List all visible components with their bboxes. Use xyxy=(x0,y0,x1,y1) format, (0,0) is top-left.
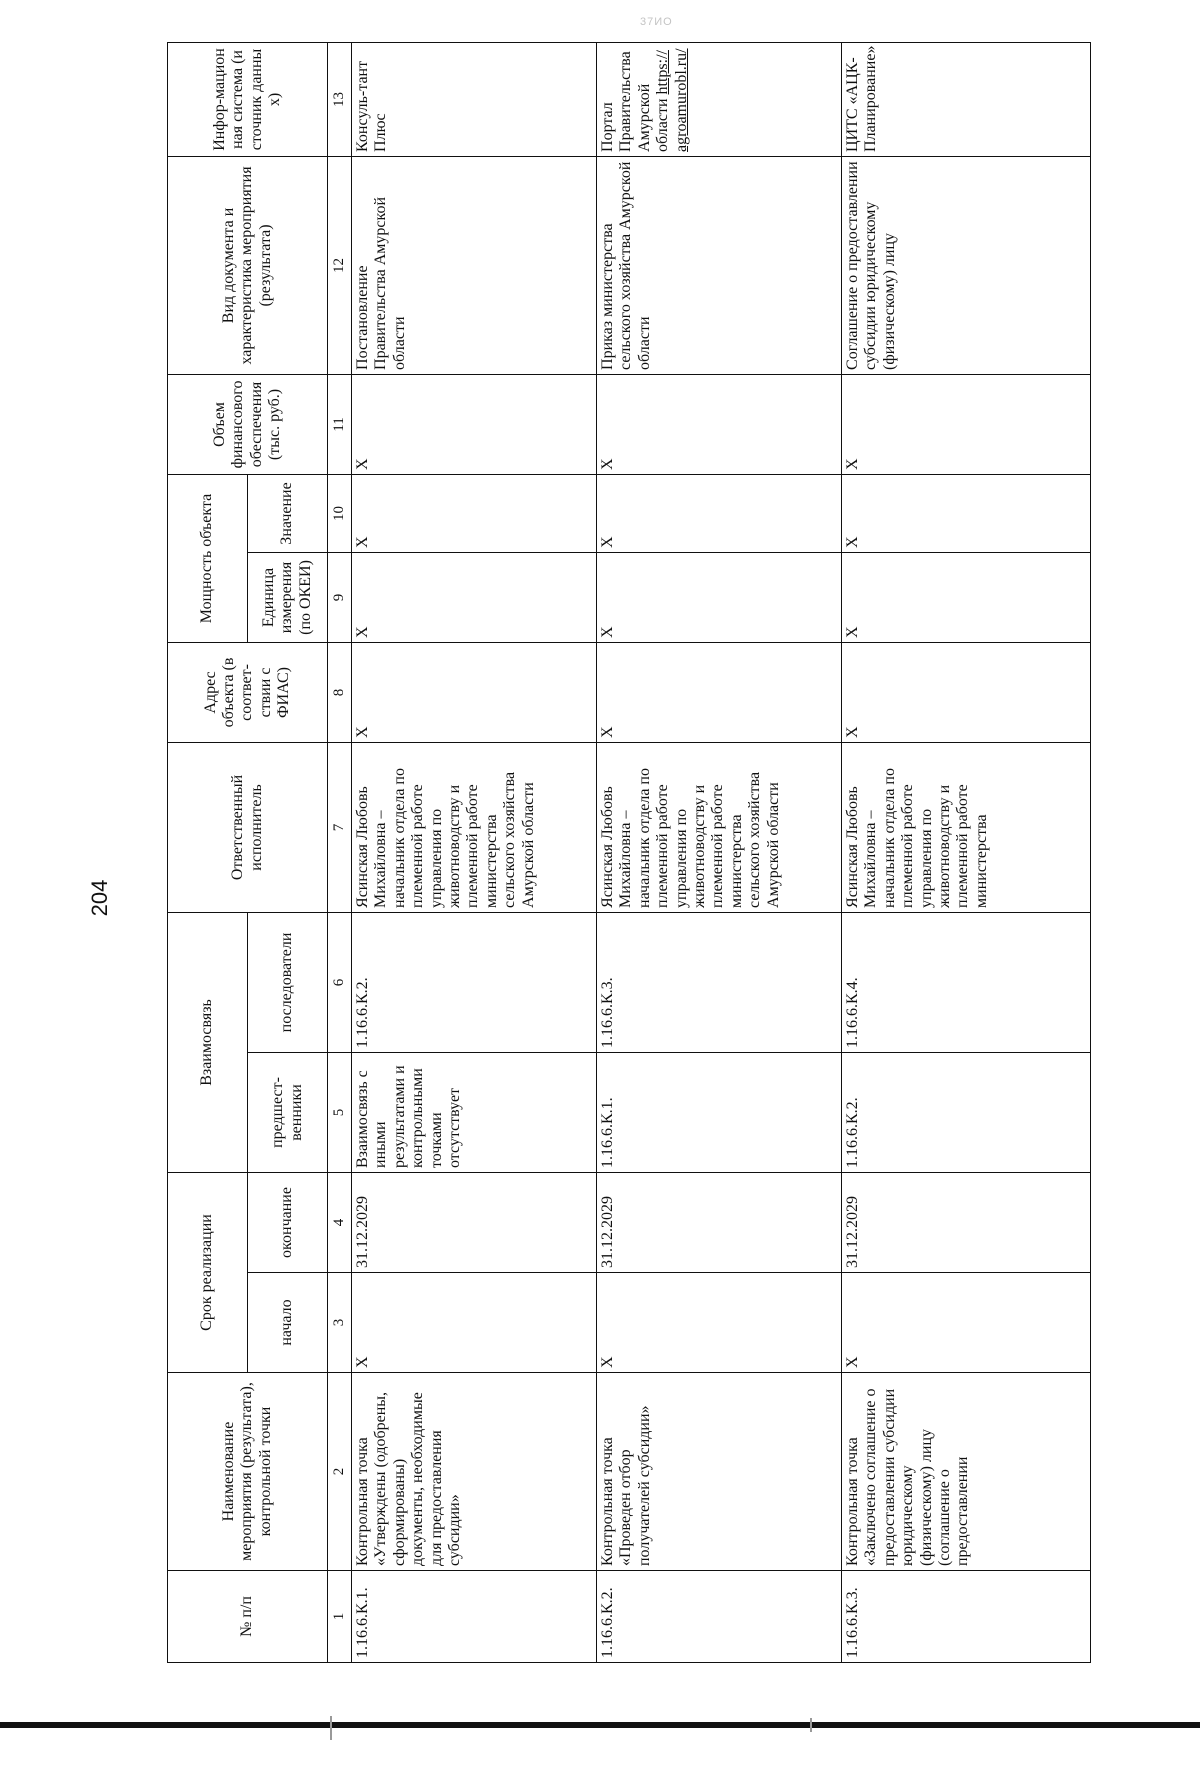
row-info xyxy=(597,42,842,156)
col-number: 5 xyxy=(328,1052,352,1172)
col-number: 11 xyxy=(328,374,352,474)
scan-artifact xyxy=(330,1716,332,1740)
table-container xyxy=(167,43,1090,1663)
page-number: 204 xyxy=(87,879,112,917)
row-address: X xyxy=(352,642,597,742)
row-doc: Приказ министерства сельского хозяйства Амурской области xyxy=(597,156,842,374)
row-unit: X xyxy=(352,552,597,642)
header-start: начало xyxy=(248,1273,328,1373)
row-address: X xyxy=(597,642,842,742)
col-number: 7 xyxy=(328,742,352,912)
row-info: Консуль-тант Плюс xyxy=(352,42,597,156)
row-unit: X xyxy=(597,552,842,642)
col-number: 6 xyxy=(328,912,352,1052)
row-predecessors: Взаимосвязь с иными результатами и контрольными точками отсутствует xyxy=(352,1052,597,1172)
header-capacity: Мощность объекта xyxy=(168,474,248,642)
row-start: X xyxy=(352,1273,597,1373)
scan-edge-line xyxy=(0,1722,1200,1728)
row-name: Контрольная точка «Утверждены (одобрены, сформированы) документы, необходимые для предоставления субсидии» xyxy=(352,1373,597,1571)
header-term: Срок реализации xyxy=(168,1172,248,1372)
row-end: 31.12.2029 xyxy=(597,1172,842,1272)
header-unit: Единица измерения (по ОКЕИ) xyxy=(248,552,328,642)
row-predecessors: 1.16.6.К.2. xyxy=(842,1052,1091,1172)
row-value: X xyxy=(842,474,1091,552)
row-end: 31.12.2029 xyxy=(352,1172,597,1272)
column-numbers-row xyxy=(328,42,352,1662)
row-address: X xyxy=(842,642,1091,742)
row-name: Контрольная точка «Заключено соглашение о предоставлении субсидии юридическому (физическому) лицу (соглашение о предоставлении xyxy=(842,1373,1091,1571)
row-executor: Ясинская Любовь Михайловна – начальник отдела по племенной работе управления по животноводству и племенной работе министерства xyxy=(842,742,1091,912)
col-number: 9 xyxy=(328,552,352,642)
scan-artifact xyxy=(810,1718,812,1732)
header-name: Наименование мероприятия (результата), контрольной точки xyxy=(168,1373,328,1571)
header-address: Адрес объекта (в соответ-ствии с ФИАС) xyxy=(168,642,328,742)
col-number: 12 xyxy=(328,156,352,374)
row-start: X xyxy=(842,1273,1091,1373)
row-value: X xyxy=(597,474,842,552)
activities-table xyxy=(167,42,1091,1663)
row-value: X xyxy=(352,474,597,552)
row-successors: 1.16.6.К.2. xyxy=(352,912,597,1052)
col-number: 2 xyxy=(328,1373,352,1571)
table-row xyxy=(352,42,597,1662)
col-number: 3 xyxy=(328,1273,352,1373)
row-num: 1.16.6.К.1. xyxy=(352,1571,597,1663)
header-predecessors: предшест-венники xyxy=(248,1052,328,1172)
row-num: 1.16.6.К.2. xyxy=(597,1571,842,1663)
row-finance: X xyxy=(597,374,842,474)
row-info: ЦИТС «АЦК-Планирование» xyxy=(842,42,1091,156)
row-doc: Постановление Правительства Амурской области xyxy=(352,156,597,374)
table-row xyxy=(597,42,842,1662)
col-number: 1 xyxy=(328,1571,352,1663)
header-end: окончание xyxy=(248,1172,328,1272)
row-predecessors: 1.16.6.К.1. xyxy=(597,1052,842,1172)
col-number: 10 xyxy=(328,474,352,552)
row-num: 1.16.6.К.3. xyxy=(842,1571,1091,1663)
header-num: № п/п xyxy=(168,1571,328,1663)
row-executor: Ясинская Любовь Михайловна – начальник отдела по племенной работе управления по животноводству и племенной работе министерства сельского хозяйства Амурской области xyxy=(597,742,842,912)
header-successors: последователи xyxy=(248,912,328,1052)
header-info: Инфор-мационная система (источник данных) xyxy=(168,42,328,156)
row-start: X xyxy=(597,1273,842,1373)
row-doc: Соглашение о предоставлении субсидии юридическому (физическому) лицу xyxy=(842,156,1091,374)
archive-stamp: 37ИО xyxy=(640,16,673,28)
row-successors: 1.16.6.К.3. xyxy=(597,912,842,1052)
header-finance: Объем финансового обеспечения (тыс. руб.) xyxy=(168,374,328,474)
row-successors: 1.16.6.К.4. xyxy=(842,912,1091,1052)
col-number: 8 xyxy=(328,642,352,742)
header-doc: Вид документа и характеристика мероприятия (результата) xyxy=(168,156,328,374)
header-value: Значение xyxy=(248,474,328,552)
row-executor: Ясинская Любовь Михайловна – начальник отдела по племенной работе управления по животноводству и племенной работе министерства сельского хозяйства Амурской области xyxy=(352,742,597,912)
row-end: 31.12.2029 xyxy=(842,1172,1091,1272)
row-finance: X xyxy=(842,374,1091,474)
table-row xyxy=(842,42,1091,1662)
row-name: Контрольная точка «Проведен отбор получателей субсидии» xyxy=(597,1373,842,1571)
portal-link[interactable]: https://agroamurobl.ru/ xyxy=(654,48,690,152)
header-executor: Ответственный исполнитель xyxy=(168,742,328,912)
info-text: Портал Правительства Амурской области xyxy=(599,51,672,152)
col-number: 4 xyxy=(328,1172,352,1272)
header-relation: Взаимосвязь xyxy=(168,912,248,1172)
row-finance: X xyxy=(352,374,597,474)
row-unit: X xyxy=(842,552,1091,642)
col-number: 13 xyxy=(328,42,352,156)
